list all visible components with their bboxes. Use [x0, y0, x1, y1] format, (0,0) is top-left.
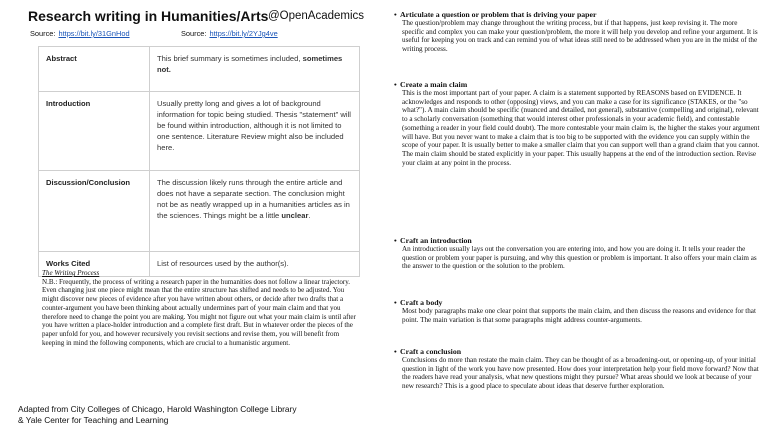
section-description [150, 47, 360, 92]
source-2-link[interactable]: https://bit.ly/2YJg4ve [209, 29, 278, 38]
bullet-icon: • [394, 347, 397, 356]
description-text: Usually pretty long and gives a lot of background information for topic being studied. Thesis "statement" will be found within introduction, although it is not limited to one sentence. Literature Review might also be included here. [157, 99, 351, 152]
step-introduction [394, 236, 760, 271]
paper-structure-table [38, 46, 360, 277]
bullet-icon: • [394, 298, 397, 307]
section-name: Abstract [39, 47, 150, 92]
step-body-section [394, 298, 760, 324]
description-text: This brief summary is sometimes included, [157, 54, 303, 63]
table-row [39, 171, 360, 252]
writing-process-title: The Writing Process [42, 269, 100, 277]
description-tail: . [308, 211, 311, 220]
source-1 [30, 29, 130, 38]
step-heading [394, 236, 760, 245]
author-handle: @OpenAcademics [268, 10, 365, 22]
section-description [150, 171, 360, 252]
source-1-label: Source: [30, 29, 56, 38]
step-main-claim [394, 80, 760, 167]
credit-line-1: Adapted from City Colleges of Chicago, Harold Washington College Library [18, 404, 297, 414]
sources-line [30, 29, 278, 38]
step-heading-text: Craft a conclusion [400, 347, 462, 356]
step-heading [394, 80, 760, 89]
bullet-icon: • [394, 10, 397, 19]
bullet-icon: • [394, 80, 397, 89]
step-body: The question/problem may change throughout the writing process, but if that happens, just keep revising it. The more specific and complex you can make your question/problem, the more it will help you develop and refine your argument. It is useful for keeping you on track and can remind you of what ideas still need to be addressed when you are in the midst of the writing process. [402, 19, 758, 54]
source-2 [181, 29, 278, 38]
step-heading [394, 10, 760, 19]
writing-process-text: N.B.: Frequently, the process of writing a research paper in the humanities does not follow a linear trajectory. Even changing just one piece might mean that the entire structure has shifted and needs to be adjusted. You might discover new pieces of evidence after you have written about others, or decide after two drafts that a counter-argument you have been thinking about actually undermines part of your main claim and that you therefore need to change the point you are making. You might not figure out what your main claim is until after you have written a place-holder introduction and a complete first draft. But in whatever order the pieces of the paper unfold for you, and however recursively you revisit sections and revise them, you will benefit from keeping in mind the following components, which are crucial to a humanistic argument. [42, 277, 356, 347]
description-emphasis: unclear [281, 211, 309, 220]
bullet-icon: • [394, 236, 397, 245]
writing-process-note [42, 269, 362, 347]
step-heading [394, 298, 760, 307]
section-name: Works Cited [39, 252, 150, 277]
step-body: This is the most important part of your paper. A claim is a statement supported by REASONS based on EVIDENCE. It acknowledges and responds to other (opposing) views, and you can make a case for its significance (STAKES, or the "so what?"). A main claim should be specific (nuanced and detailed, not general), substantive (compelling and original), relevant to a scholarly conversation (something that would interest other professionals in your academic field), and contestable (something a reader in your field could doubt). The more contestable your main claim is, the higher the stakes your argument will have. But you never want to make a claim that is too big to be supported with the evidence you can supply within the scope of your paper. It is usually better to make a smaller claim that you can support well than a grand claim that you cannot. The main claim should be stated explicitly in your paper. This usually happens at the end of the introduction section. Revise your claim at any point in the process. [402, 89, 760, 167]
credit-line-2: & Yale Center for Teaching and Learning [18, 415, 169, 425]
credit-note [18, 404, 378, 426]
source-1-link[interactable]: https://bit.ly/31GnHod [58, 29, 130, 38]
step-heading-text: Craft a body [400, 298, 443, 307]
right-panel [394, 0, 764, 433]
source-2-label: Source: [181, 29, 207, 38]
page-title: Research writing in Humanities/Arts [28, 8, 269, 24]
table-row [39, 92, 360, 171]
section-name: Introduction [39, 92, 150, 171]
description-text: List of resources used by the author(s). [157, 259, 289, 268]
description-text: The discussion likely runs through the entire article and does not have a separate section. The conclusion might not be as neatly wrapped up in a humanities articles as in the sciences. Things might be a little [157, 178, 350, 220]
step-heading-text: Articulate a question or problem that is driving your paper [400, 10, 597, 19]
step-body: Conclusions do more than restate the main claim. They can be thought of as a broadening-out, or opening-up, of your initial question in light of the work you have now presented. How does your interpretation help your field move forward? Now that the readers have read your analysis, what new questions might they pursue? What areas should we look at because of your new research? This is a good place to speculate about ideas that deserve further exploration. [402, 356, 759, 391]
table-row [39, 47, 360, 92]
left-panel [0, 0, 380, 433]
step-body: Most body paragraphs make one clear point that supports the main claim, and then discuss the reasons and evidence for that point. The main variation is that some paragraphs might address counter-arguments. [402, 307, 756, 324]
step-heading-text: Create a main claim [400, 80, 468, 89]
section-name: Discussion/Conclusion [39, 171, 150, 252]
step-heading-text: Craft an introduction [400, 236, 472, 245]
description-emphasis: sometimes not. [157, 54, 343, 74]
step-conclusion [394, 347, 760, 391]
step-question [394, 10, 760, 54]
section-description [150, 92, 360, 171]
step-heading [394, 347, 760, 356]
step-body: An introduction usually lays out the conversation you are entering into, and how you are doing it. It tells your reader the question or problem your paper is pursuing, and why this question or problem is important. It also offers your main claim as the answer to the question or the solution to the problem. [402, 245, 757, 271]
